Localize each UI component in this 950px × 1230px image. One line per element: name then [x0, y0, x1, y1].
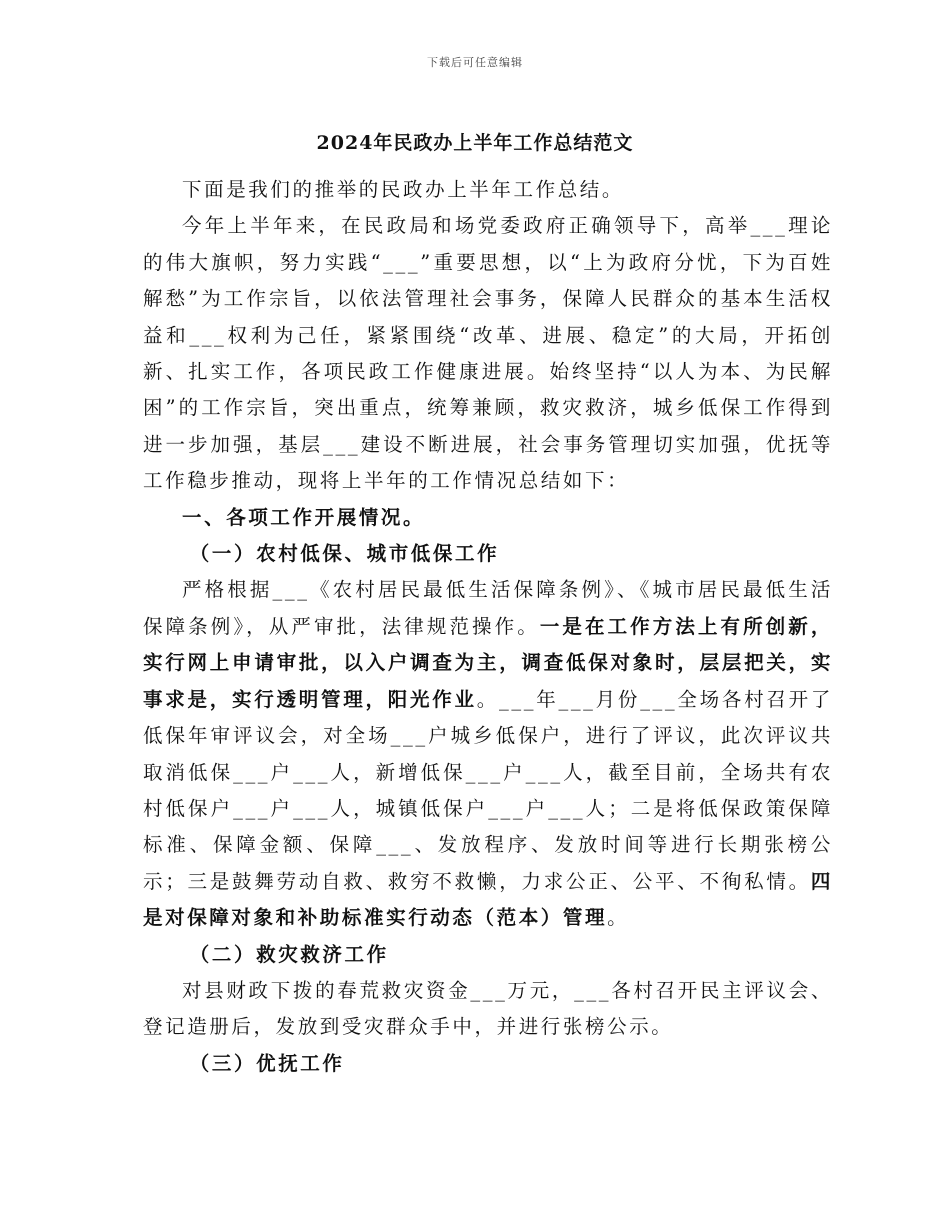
subsection-2-paragraph: 对县财政下拨的春荒救灾资金___万元，___各村召开民主评议会、登记造册后，发放到受灾群众手中，并进行张榜公示。	[143, 978, 833, 1039]
intro-paragraph: 下面是我们的推举的民政办上半年工作总结。	[182, 178, 625, 201]
subsection-1-bold-text-2: 四是对保障对象和补助标准实行动态（范本）管理	[143, 869, 833, 930]
subsection-heading-2: （二）救灾救济工作	[189, 942, 389, 966]
subsection-1-text-end: 。	[607, 906, 630, 930]
subsection-1-text-lead: 严格根据___《农村居民最低生活保障条例》、《城市居民最低生活保障条例》，从严审批，法律规范操作。	[143, 578, 833, 638]
subsection-heading-1: （一）农村低保、城市低保工作	[189, 542, 500, 566]
document-title: 2024年民政办上半年工作总结范文	[316, 132, 634, 154]
subsection-1-paragraph	[143, 572, 833, 936]
section-heading-1: 一、各项工作开展情况。	[182, 505, 426, 529]
subsection-1-text-cont: 。___年___月份___全场各村召开了低保年审评议会，对全场___户城乡低保户，进行了评议，此次评议共取消低保___户___人，新增低保___户___人，截至目前，全场共有农村低保户___户___人，城镇低保户___户___人；二是将低保政策保障标准、保障金额、保障___、发放程序、发放时间等进行长期张榜公示；三是鼓舞劳动自救、救穷不救懒，力求公正、公平、不徇私情。	[143, 687, 833, 893]
overview-paragraph: 今年上半年来，在民政局和场党委政府正确领导下，高举___理论的伟大旗帜，努力实践“___”重要思想，以“上为政府分忧，下为百姓解愁”为工作宗旨，以依法管理社会事务，保障人民群众的基本生活权益和___权利为己任，紧紧围绕“改革、进展、稳定”的大局，开拓创新、扎实工作，各项民政工作健康进展。始终坚持“以人为本、为民解困”的工作宗旨，突出重点，统筹兼顾，救灾救济，城乡低保工作得到进一步加强，基层___建设不断进展，社会事务管理切实加强，优抚等工作稳步推动，现将上半年的工作情况总结如下：	[143, 214, 833, 493]
document-body	[143, 172, 833, 1082]
subsection-heading-3: （三）优抚工作	[189, 1051, 345, 1075]
subsection-1-bold-text-1: 一是在工作方法上有所创新，实行网上申请审批，以入户调查为主，调查低保对象时，层层把关，实事求是，实行透明管理，阳光作业	[143, 614, 833, 711]
page-header-note: 下载后可任意编辑	[427, 56, 523, 69]
